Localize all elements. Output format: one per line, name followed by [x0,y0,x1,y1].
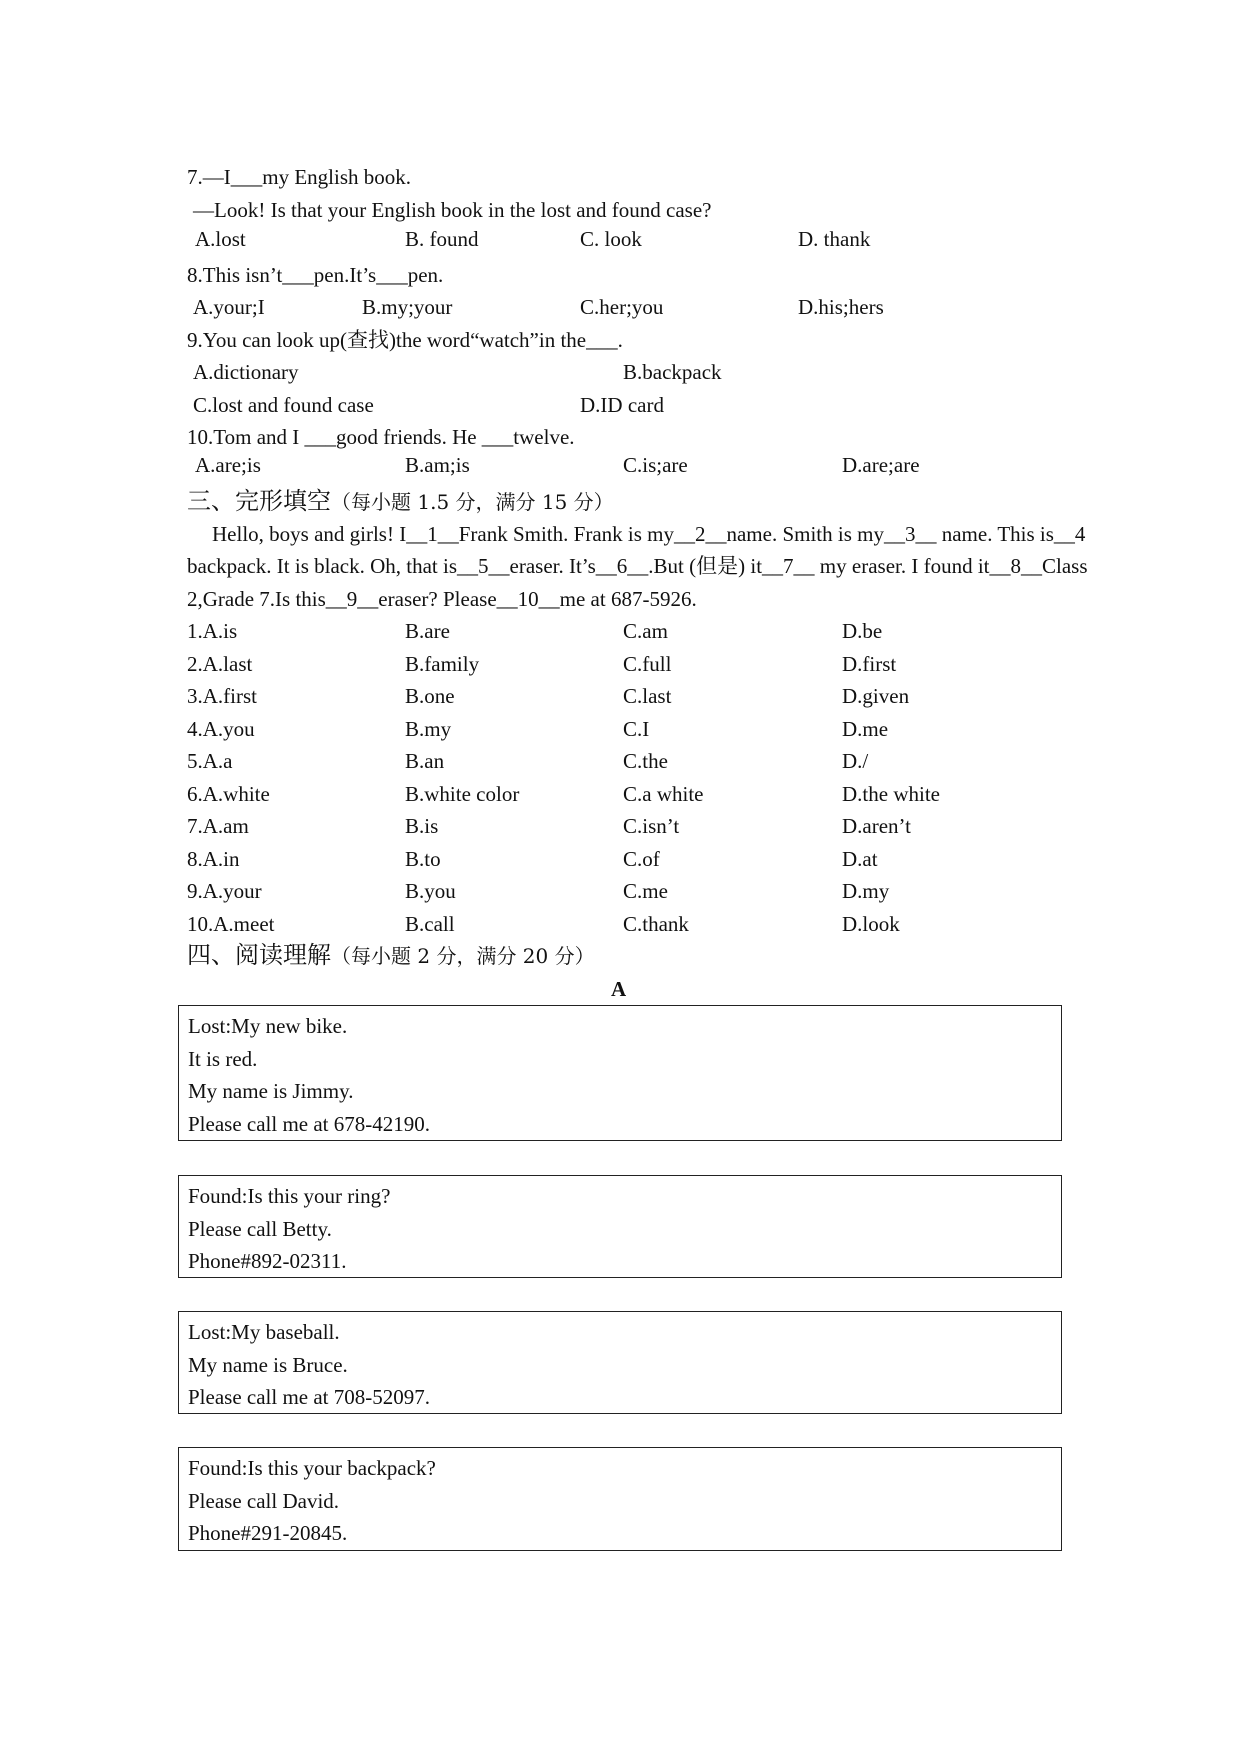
q7-reply: —Look! Is that your English book in the lost and found case? [193,198,712,222]
notice-2-line-2: Please call Betty. [188,1217,332,1241]
cloze-q9-d: D.my [842,879,890,903]
notice-1-line-1: Lost:My new bike. [188,1014,348,1038]
cloze-q9-a: 9.A.your [187,879,262,903]
cloze-q1-b: B.are [405,619,450,643]
notice-3-line-2: My name is Bruce. [188,1353,348,1377]
q8-option-b: B.my;your [362,295,453,319]
cloze-q4-b: B.my [405,717,452,741]
notice-box-1 [178,1005,1062,1141]
cloze-q10-c: C.thank [623,912,689,936]
notice-2-line-1: Found:Is this your ring? [188,1184,391,1208]
cloze-q6-b: B.white color [405,782,520,806]
cloze-q4-d: D.me [842,717,889,741]
q10-option-d: D.are;are [842,453,920,477]
q7-option-c: C. look [580,227,642,251]
notice-3-line-3: Please call me at 708-52097. [188,1385,431,1409]
section4-heading [187,940,595,971]
section3-note: （每小题 1.5 分，满分 15 分） [331,490,614,514]
cloze-q9-b: B.you [405,879,456,903]
cloze-q10-b: B.call [405,912,455,936]
notice-2-line-3: Phone#892-02311. [188,1249,347,1273]
cloze-q5-a: 5.A.a [187,749,233,773]
cloze-q5-b: B.an [405,749,445,773]
cloze-q2-b: B.family [405,652,480,676]
q8-option-c: C.her;you [580,295,664,319]
q9-option-d: D.ID card [580,393,664,417]
cloze-q3-d: D.given [842,684,910,708]
notice-1-line-3: My name is Jimmy. [188,1079,354,1103]
reading-part-label: A [611,977,627,1001]
cloze-q6-a: 6.A.white [187,782,270,806]
q10-option-a: A.are;is [195,453,261,477]
notice-1-line-4: Please call me at 678-42190. [188,1112,431,1136]
cloze-q8-a: 8.A.in [187,847,240,871]
q8-stem: 8.This isn’t___pen.It’s___pen. [187,263,444,287]
q7-option-d: D. thank [798,227,871,251]
cloze-q7-b: B.is [405,814,439,838]
cloze-q5-c: C.the [623,749,668,773]
section3-title: 三、完形填空 [187,487,331,515]
q9-option-c: C.lost and found case [193,393,374,417]
passage-line-2: backpack. It is black. Oh, that is__5__eraser. It’s__6__.But (但是) it__7__ my eraser. I found it__8__Class [187,554,1088,578]
q10-option-b: B.am;is [405,453,470,477]
cloze-q4-a: 4.A.you [187,717,255,741]
q7-option-b: B. found [405,227,479,251]
notice-3-line-1: Lost:My baseball. [188,1320,340,1344]
cloze-q1-d: D.be [842,619,883,643]
cloze-q10-a: 10.A.meet [187,912,275,936]
section4-title: 四、阅读理解 [187,941,331,969]
notice-4-line-1: Found:Is this your backpack? [188,1456,436,1480]
passage-line-1: Hello, boys and girls! I__1__Frank Smith. Frank is my__2__name. Smith is my__3__ name. This is__4 [212,522,1086,546]
q8-option-d: D.his;hers [798,295,884,319]
cloze-q9-c: C.me [623,879,668,903]
notice-1-line-2: It is red. [188,1047,258,1071]
q8-option-a: A.your;I [193,295,265,319]
q7-option-a: A.lost [195,227,246,251]
cloze-q3-c: C.last [623,684,672,708]
cloze-q6-c: C.a white [623,782,704,806]
q9-stem: 9.You can look up(查找)the word“watch”in the___. [187,328,623,352]
q9-option-b: B.backpack [623,360,722,384]
cloze-q10-d: D.look [842,912,900,936]
q10-option-c: C.is;are [623,453,688,477]
cloze-q2-d: D.first [842,652,897,676]
notice-box-3 [178,1311,1062,1414]
section4-note: （每小题 2 分，满分 20 分） [331,944,595,968]
notice-4-line-3: Phone#291-20845. [188,1521,348,1545]
notice-box-4 [178,1447,1062,1551]
cloze-q3-b: B.one [405,684,455,708]
cloze-q3-a: 3.A.first [187,684,257,708]
cloze-q1-c: C.am [623,619,668,643]
passage-line-3: 2,Grade 7.Is this__9__eraser? Please__10__me at 687-5926. [187,587,697,611]
cloze-q8-b: B.to [405,847,441,871]
cloze-q8-d: D.at [842,847,878,871]
cloze-q2-a: 2.A.last [187,652,253,676]
cloze-q1-a: 1.A.is [187,619,238,643]
q10-stem: 10.Tom and I ___good friends. He ___twelve. [187,425,575,449]
cloze-q7-d: D.aren’t [842,814,911,838]
cloze-q4-c: C.I [623,717,650,741]
cloze-q2-c: C.full [623,652,672,676]
notice-box-2 [178,1175,1062,1278]
q9-option-a: A.dictionary [193,360,299,384]
q7-stem: 7.—I___my English book. [187,165,411,189]
cloze-q7-a: 7.A.am [187,814,249,838]
cloze-q7-c: C.isn’t [623,814,680,838]
cloze-q6-d: D.the white [842,782,940,806]
cloze-q8-c: C.of [623,847,660,871]
cloze-q5-d: D./ [842,749,869,773]
notice-4-line-2: Please call David. [188,1489,340,1513]
section3-heading [187,486,614,517]
